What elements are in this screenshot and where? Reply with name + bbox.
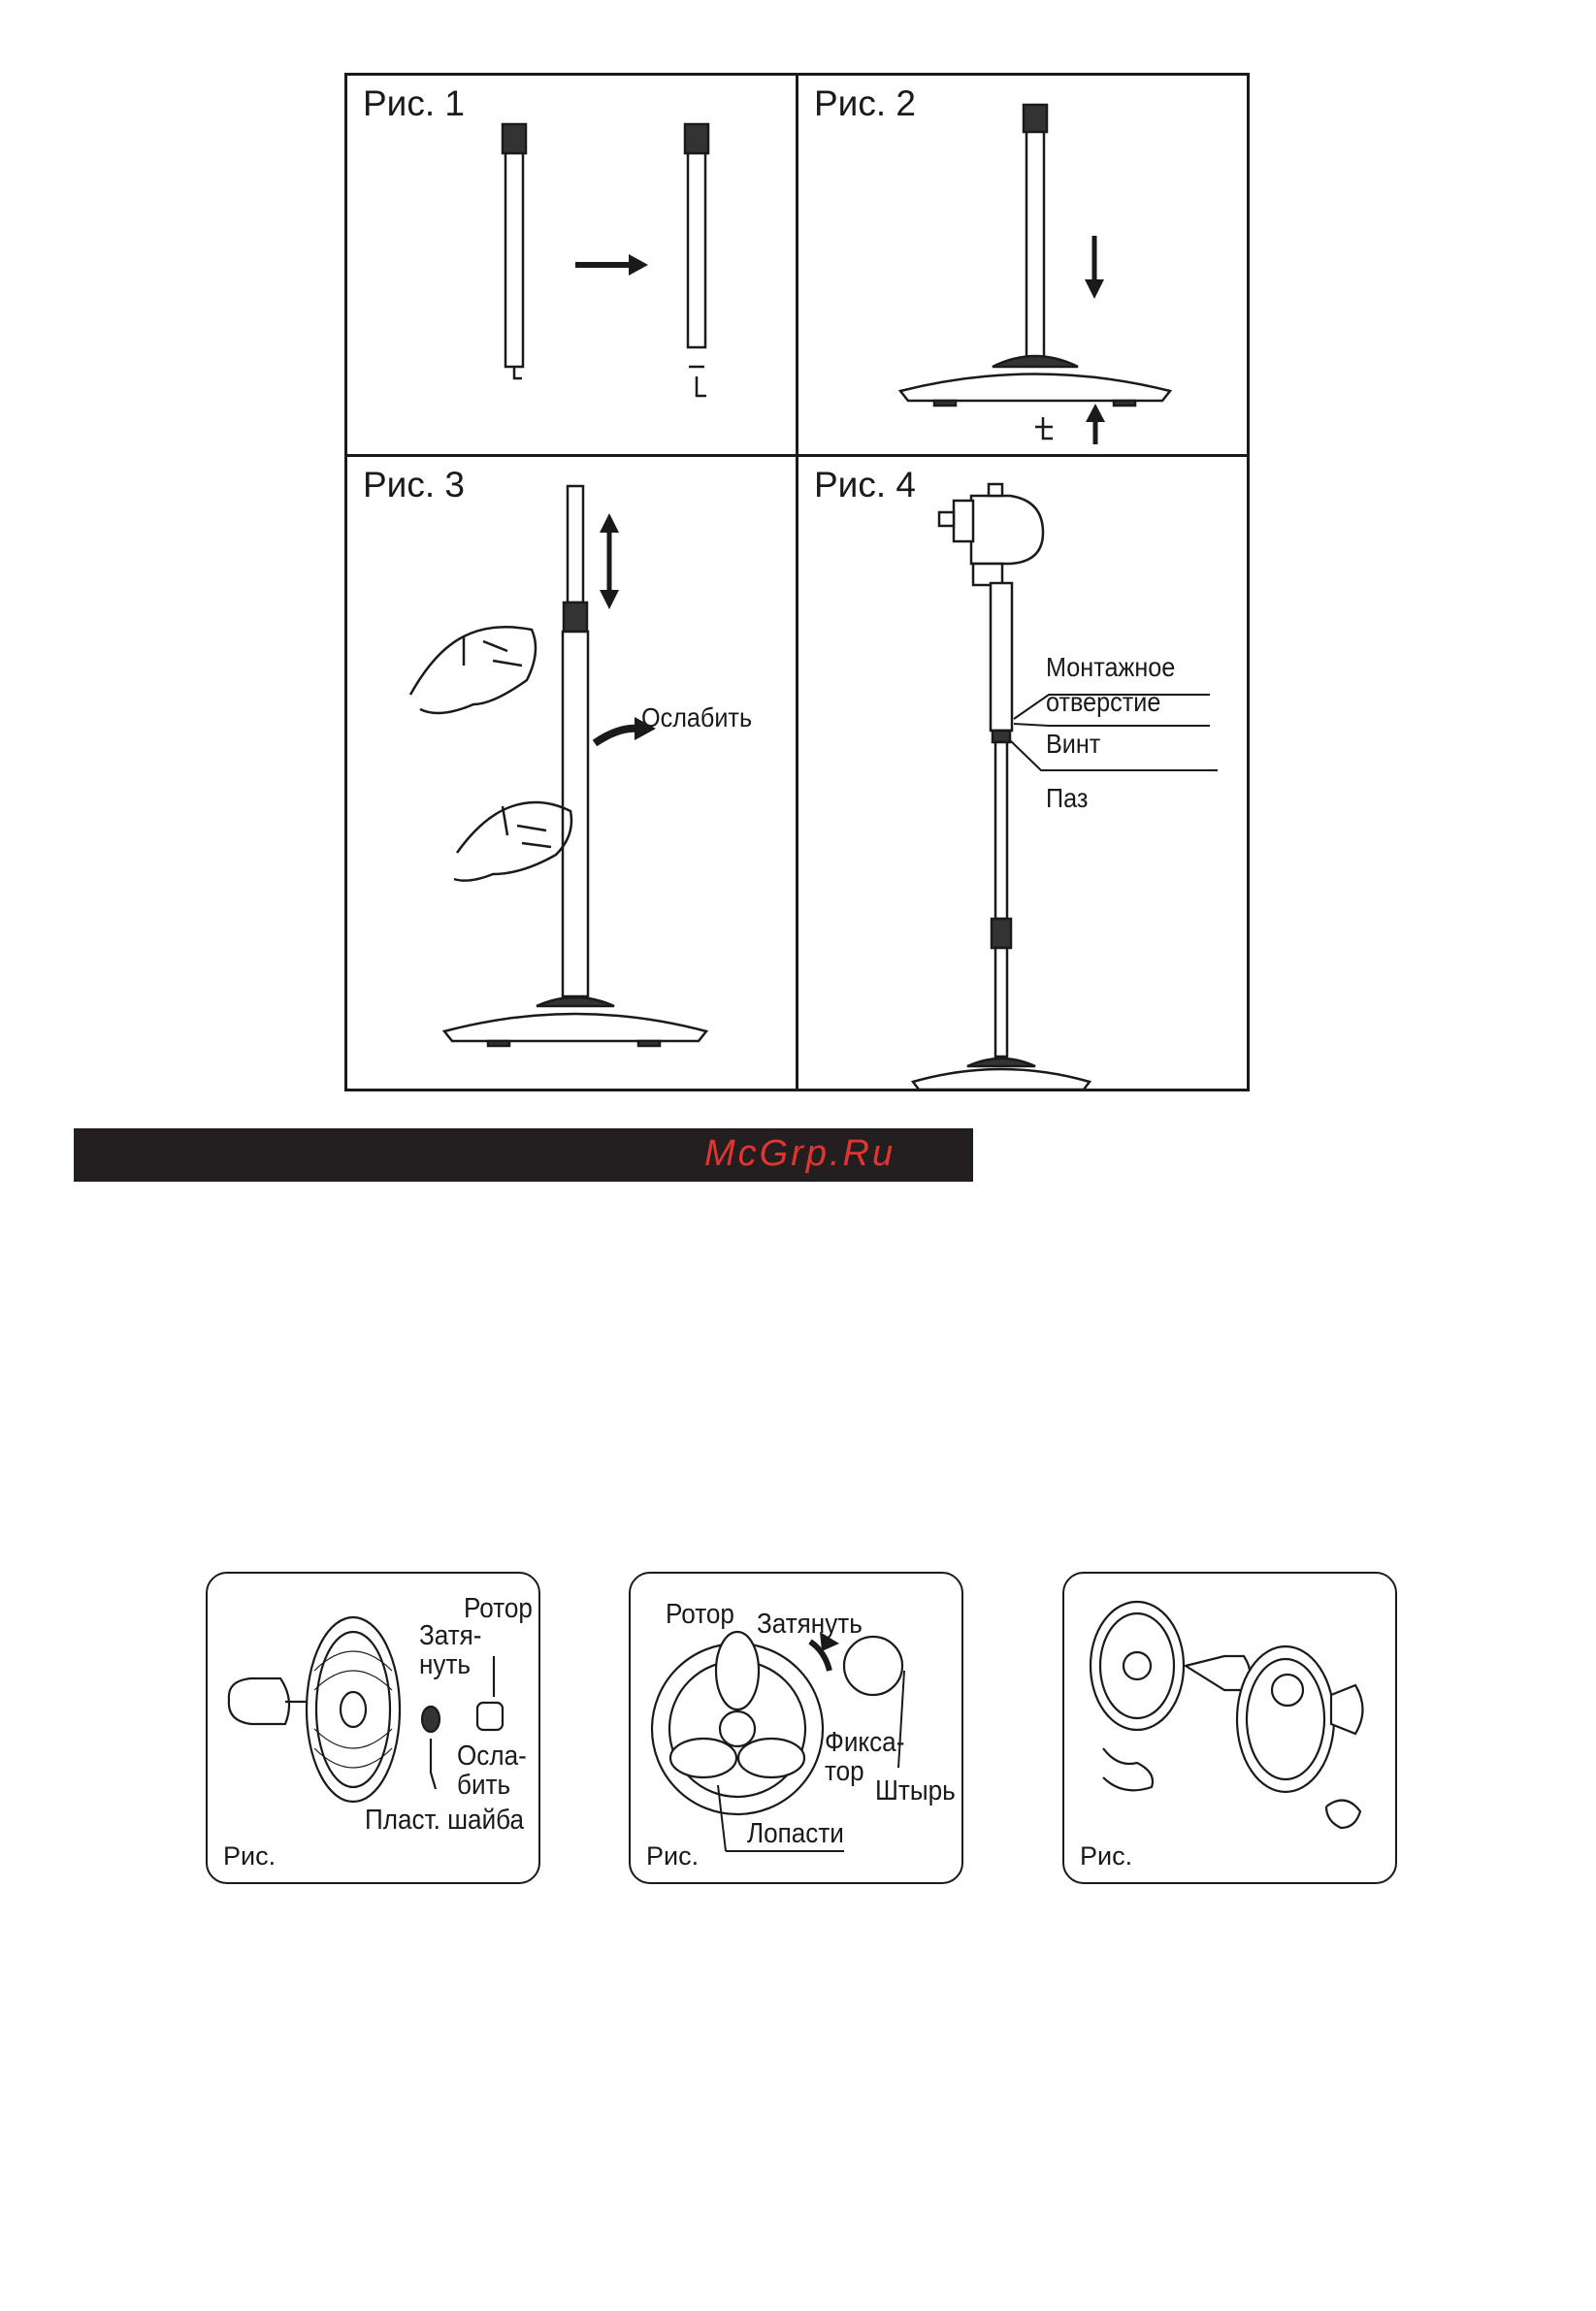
mount-hole-label-line1: Монтажное — [1046, 652, 1176, 682]
fig2-title: Рис. 2 — [814, 83, 916, 123]
figure-1 — [347, 76, 798, 457]
panel2-rotor-label: Ротор — [666, 1599, 734, 1630]
fig2-drawing — [798, 76, 1247, 457]
fig1-title: Рис. 1 — [363, 83, 465, 123]
panel1-tighten-label-1: Затя- — [419, 1620, 482, 1651]
figure-grid — [344, 73, 1250, 1091]
panel1-loosen-label-2: бить — [457, 1770, 511, 1801]
panel2-blades-label: Лопасти — [747, 1818, 844, 1849]
figure-4 — [798, 457, 1247, 1089]
screw-label: Винт — [1046, 729, 1101, 759]
mount-hole-label-line2: отверстие — [1046, 687, 1161, 717]
panel1-caption: Рис. — [223, 1841, 277, 1871]
fig3-drawing — [347, 457, 798, 1089]
panel1-tighten-label-2: нуть — [419, 1649, 472, 1680]
panel2-pin-label: Штырь — [875, 1775, 956, 1806]
panel-2 — [629, 1572, 963, 1884]
panel1-loosen-label-1: Осла- — [457, 1741, 527, 1772]
panel3-caption: Рис. — [1080, 1841, 1133, 1871]
panel2-latch-label-1: Фикса- — [825, 1727, 905, 1758]
panel1-rotor-label: Ротор — [464, 1593, 533, 1624]
fig4-drawing — [798, 457, 1247, 1089]
section-bar — [74, 1128, 973, 1182]
panel-3 — [1062, 1572, 1397, 1884]
groove-label: Паз — [1046, 783, 1089, 813]
loosen-label: Ослабить — [641, 702, 753, 732]
fig1-drawing — [347, 76, 798, 457]
panel2-caption: Рис. — [646, 1841, 700, 1871]
figure-3 — [347, 457, 798, 1089]
panel3-drawing — [1064, 1574, 1399, 1886]
panel-1 — [206, 1572, 540, 1884]
fig3-title: Рис. 3 — [363, 465, 465, 505]
watermark-text: McGrp.Ru — [704, 1133, 896, 1174]
panel2-tighten-label: Затянуть — [757, 1609, 863, 1640]
panel1-washer-label: Пласт. шайба — [365, 1805, 525, 1836]
figure-2 — [798, 76, 1247, 457]
fig4-title: Рис. 4 — [814, 465, 916, 505]
panel2-latch-label-2: тор — [825, 1756, 864, 1787]
